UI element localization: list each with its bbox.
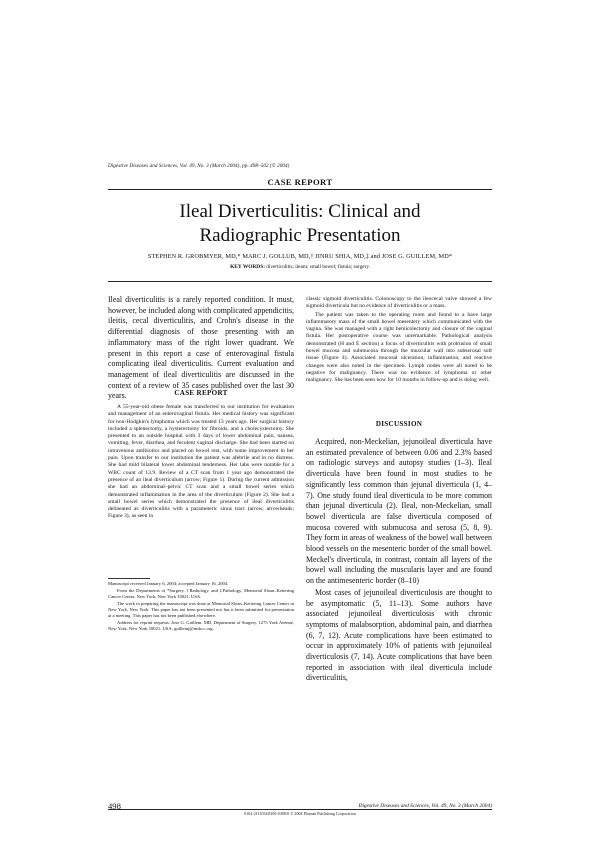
- author-list: STEPHEN R. GROBMYER, MD,* MARC J. GOLLUB, MD,† JINRU SHIA, MD,‡ and JOSE G. GUILLEM, MD*: [147, 253, 453, 260]
- right-paragraph-1: classic sigmoid diverticulitis. Colonoscopy to the ileocecal valve showed a few sigmoid diverticula but no evidence of diverticulitis or a mass.: [306, 296, 492, 310]
- footer-rule: [108, 809, 492, 810]
- keywords-text: diverticulitis; ileum; small bowel; fistula; surgery.: [266, 264, 370, 270]
- discussion-section: [306, 420, 492, 684]
- abstract: [108, 295, 294, 402]
- title-block-rule: [108, 281, 492, 282]
- right-paragraph-2: The patient was taken to the operating room and found to a have large inflammatory mass of the small bowel mesentery which communicated with the vagina. She was managed with a right hemicolectomy and closure of the vaginal fistula. Her postoperative course was unremarkable. Pathological analysis demonstrated (H and E section) a focus of diverticulitis with protrusion of small bowel mucosa and submucosa through the muscular wall into subserosal soft tissue (Figure 4). Associated mucosal ulceration, inflammation, and reactive changes were also noted in the specimen. Lymph nodes were all noted to be negative for malignancy. There was no evidence of lymphoma or other malignancy. She has been seen now for 10 months in follow-up and is doing well.: [306, 311, 492, 384]
- case-report-continued: [306, 296, 492, 385]
- footnote-work: The work in preparing the manuscript was done at Memorial Sloan–Kettering Cancer Center in New York, New York. This paper has not been presented nor has it been submitted for presentation at a meeting. This paper has not been published elsewhere.: [108, 601, 294, 618]
- title-line-2: Radiographic Presentation: [199, 224, 401, 246]
- journal-citation: Digestive Diseases and Sciences, Vol. 49, No. 3 (March 2004), pp. 498–502 (© 2004): [108, 163, 290, 169]
- copyright-line: 0163-2116/04/0300-0498/0 © 2004 Plenum Publishing Corporation: [244, 812, 356, 816]
- abstract-text: Ileal diverticulitis is a rarely reported condition. It must, however, be included along with complicated appendicitis, ileitis, cecal diverticulitis, and Crohn's disease in the differential diagnosis of those presenting with an inflammatory mass of the right lower quadrant. We present in this report a case of enterovaginal fistula complicating ileal diverticulitis. Current evaluation and management of ileal diverticulitis are discussed in the context of a review of 35 cases published over the last 30 years.: [108, 295, 294, 401]
- case-report-paragraph: A 55-year-old obese female was transferred to our institution for evaluation and management of an enterovaginal fistula. Her medical history was significant for non-Hodgkin's lymphoma which was treated 13 years ago. Her surgical history included a splenectomy, a hysterectomy for fibroids, and a cholecystectomy. She presented to an outside hospital with 3 days of lower abdominal pain, nausea, vomiting, fever, diarrhea, and feculent vaginal discharge. She had been started on intravenous antibiotics and placed on bowel rest, with some improvement in her pain. Upon transfer to our institution the patient was afebrile and in no distress. She had mild bilateral lower abdominal tenderness. Her labs were notable for a WBC count of 13.9. Review of a CT scan from 1 year ago demonstrated the presence of an ileal diverticulum (arrow; Figure 1). During the current admission she had an abdominal–pelvic CT scan and a small bowel series which demonstrated inflammation in the area of the diverticulum (Figure 2). She had a small bowel series which demonstrated the presence of ileal diverticulitis delineated as diverticulitis with a parameteric sinus tract (arrow, arrowheads; Figure 3), as seen in: [108, 404, 294, 520]
- footnote-address: Address for reprint requests: Jose G. Guillem, MD, Department of Surgery, 1275 York Avenue, New York, New York 10021, USA; guillemj@mskcc.org.: [108, 620, 294, 631]
- page-number: 498: [108, 801, 121, 811]
- discussion-paragraph-2: Most cases of jejunoileal diverticulosis are thought to be asymptomatic (5, 11–13). Some authors have associated jejunoileal diverticulosis with chronic symptoms of malabsorption, abdominal pain, and diarrhea (6, 7, 12). Acute complications have been estimated to occur in approximately 10% of patients with jejunoileal diverticulosis (7, 14). Acute complications that have been reported in association with ileal diverticula include diverticulitis,: [306, 587, 492, 683]
- running-footer: Digestive Diseases and Sciences, Vol. 49, No. 3 (March 2004): [358, 803, 492, 809]
- case-report-heading: CASE REPORT: [174, 389, 228, 397]
- footnote-affiliations: From the Departments of *Surgery, †Radiology, and ‡Pathology, Memorial Sloan–Kettering Cancer Center, New York, New York 10021, USA.: [108, 588, 294, 599]
- footnotes: [108, 581, 294, 632]
- page-title: [108, 200, 492, 247]
- keywords: [108, 264, 492, 270]
- discussion-heading: DISCUSSION: [375, 420, 423, 428]
- footnote-received: Manuscript received January 6, 2004; accepted January 16, 2004.: [108, 581, 229, 586]
- footnote-rule: [108, 578, 150, 579]
- section-label: CASE REPORT: [267, 177, 333, 187]
- header-rule: [108, 189, 492, 190]
- case-report-section: [108, 389, 294, 521]
- keywords-label: KEY WORDS:: [230, 264, 265, 270]
- title-line-1: Ileal Diverticulitis: Clinical and: [179, 201, 421, 222]
- discussion-paragraph-1: Acquired, non-Meckelian, jejunoileal diverticula have an estimated prevalence of between 0.06 and 2.3% based on radiologic surveys and autopsy studies (1–3). Ileal diverticula have been found in most studies to be significantly less common than jejunal diverticula (1, 4–7). One study found ileal diverticula to be more common than jejunal diverticula (2). Ileal, non-Meckelian, small bowel diverticula are false diverticula composed of mucosa covered with submucosa and serosa (5, 8, 9). They form in areas of weakness of the bowel wall between blood vessels on the mesenteric border of the small bowel. Meckel's diverticula, in contrast, contain all layers of the bowel wall including the muscularis layer and are found on the antimesenteric border (8–10): [306, 437, 492, 586]
